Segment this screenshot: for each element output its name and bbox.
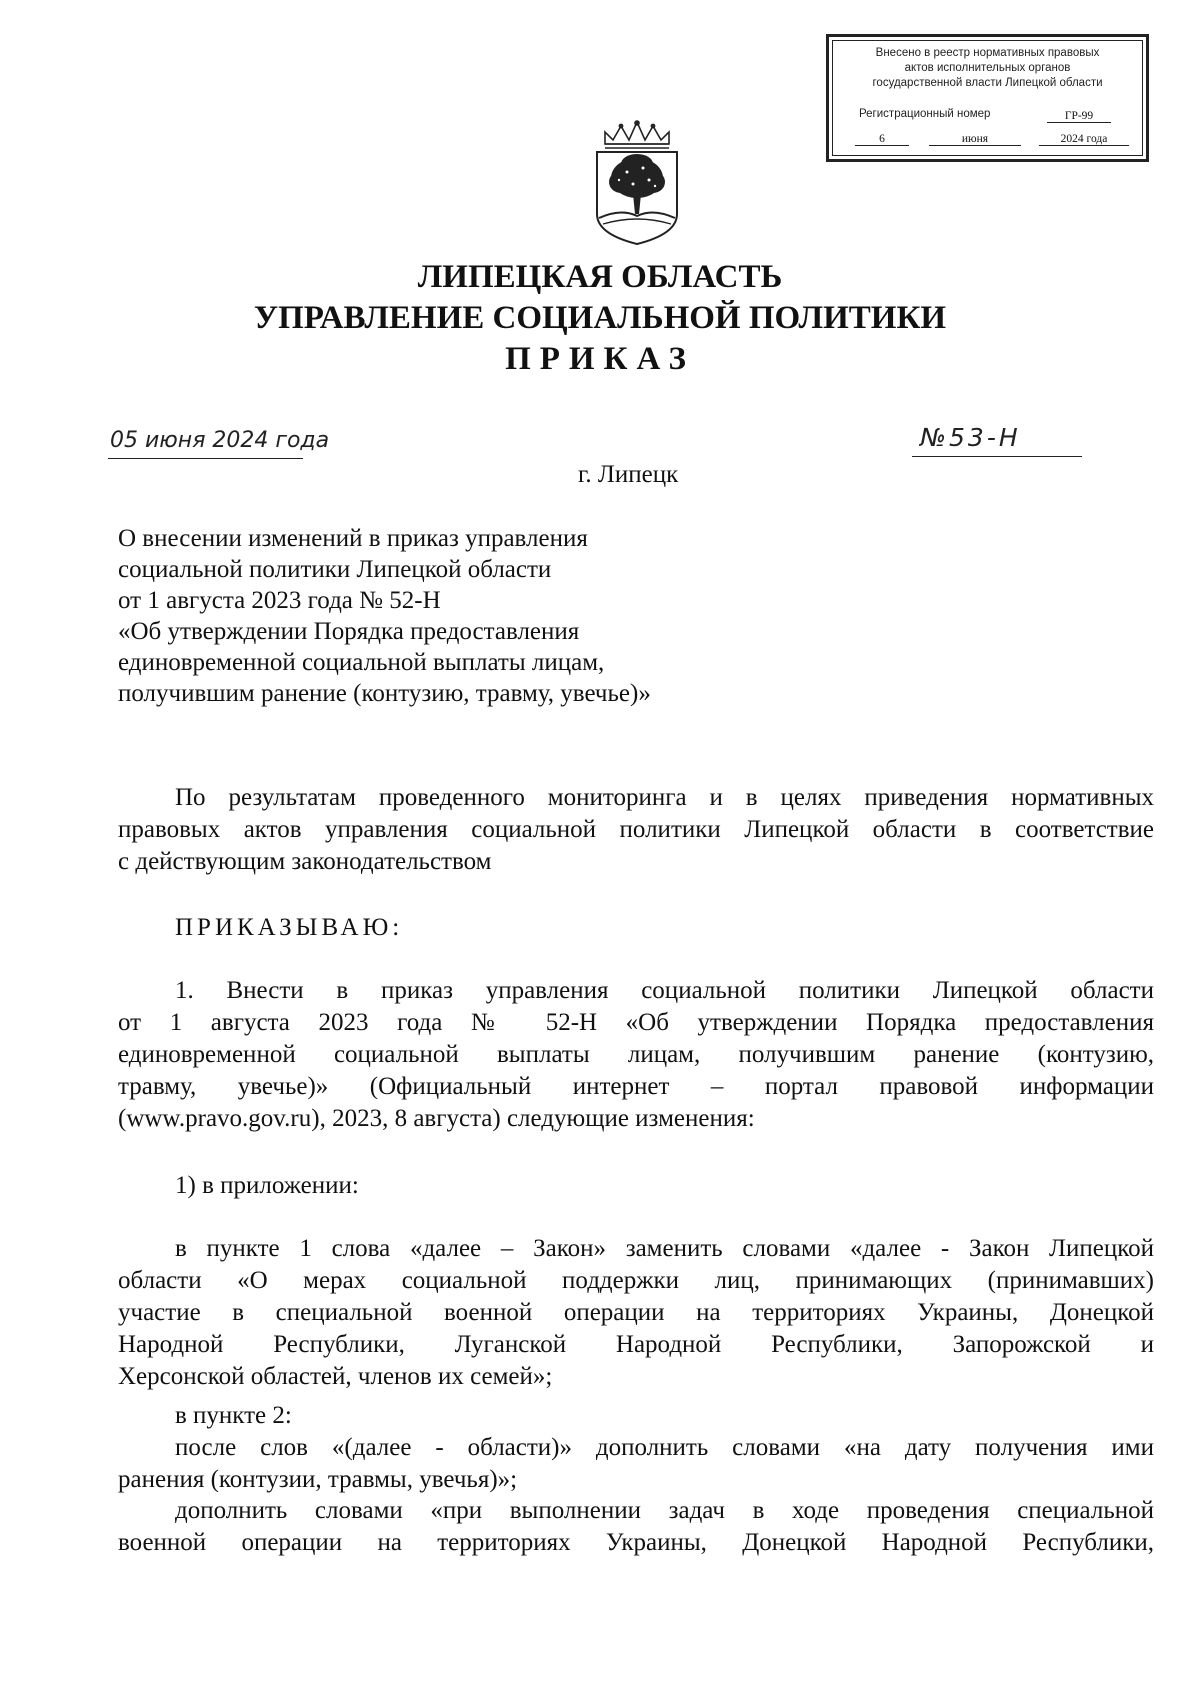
text-line: Херсонской областей, членов их семей»; — [118, 1363, 553, 1390]
after-words-paragraph — [118, 1432, 1154, 1496]
text-line: в пункте 2: — [175, 1402, 292, 1429]
lipetsk-coat-of-arms-icon — [591, 120, 683, 248]
text-line: травму, увечье)» (Официальный интернет – портал правовой информации — [118, 1073, 1154, 1100]
text-line: 1) в приложении: — [175, 1172, 359, 1199]
text-line: правовых актов управления социальной политики Липецкой области в соответствие — [118, 816, 1154, 843]
item-1-paragraph — [118, 975, 1154, 1135]
text-line: По результатам проведенного мониторинга и в целях приведения нормативных — [175, 784, 1154, 811]
subject-line: социальной политики Липецкой области — [118, 556, 552, 583]
stamp-reg-number: ГР-99 — [1047, 110, 1111, 123]
add-words-paragraph — [118, 1495, 1154, 1559]
text-line: от 1 августа 2023 года № 52-Н «Об утверждении Порядка предоставления — [118, 1009, 1154, 1036]
stamp-line: государственной власти Липецкой области — [872, 77, 1103, 89]
number-underline — [912, 456, 1082, 457]
preamble-paragraph — [118, 782, 1154, 878]
order-word: ПРИКАЗЫВАЮ: — [175, 914, 404, 941]
stamp-reg-label: Регистрационный номер — [859, 108, 991, 120]
text-line: военной операции на территориях Украины, Донецкой Народной Республики, — [118, 1529, 1154, 1556]
stamp-month: июня — [929, 133, 1021, 146]
document-type-title: ПРИКАЗ — [505, 341, 695, 377]
text-line: единовременной социальной выплаты лицам, получившим ранение (контузию, — [118, 1041, 1154, 1068]
text-line: (www.pravo.gov.ru), 2023, 8 августа) следующие изменения: — [118, 1105, 755, 1132]
stamp-day: 6 — [855, 133, 909, 146]
text-line: с действующим законодательством — [118, 848, 492, 875]
document-subject — [118, 523, 818, 709]
text-line: участие в специальной военной операции на территориях Украины, Донецкой — [118, 1299, 1154, 1326]
subject-line: О внесении изменений в приказ управления — [118, 525, 588, 552]
date-underline — [108, 458, 303, 459]
department-title: УПРАВЛЕНИЕ СОЦИАЛЬНОЙ ПОЛИТИКИ — [253, 300, 947, 336]
text-line: ранения (контузии, травмы, увечья)»; — [118, 1466, 518, 1493]
text-line: после слов «(далее - области)» дополнить словами «на дату получения ими — [175, 1434, 1154, 1461]
subject-line: «Об утверждении Порядка предоставления — [118, 618, 580, 645]
order-paragraph — [118, 912, 1154, 944]
registry-stamp — [826, 34, 1149, 162]
subject-line: от 1 августа 2023 года № 52-Н — [118, 587, 441, 614]
point-2-paragraph — [118, 1400, 1154, 1432]
text-line: дополнить словами «при выполнении задач в ходе проведения специальной — [175, 1497, 1154, 1524]
handwritten-date: 05 июня 2024 года — [110, 428, 330, 453]
text-line: Народной Республики, Луганской Народной Республики, Запорожской и — [118, 1331, 1154, 1358]
stamp-line: Внесено в реестр нормативных правовых — [875, 47, 1100, 59]
stamp-text — [837, 46, 1138, 91]
text-line: области «О мерах социальной поддержки лиц, принимающих (принимавших) — [118, 1267, 1154, 1294]
point-1-paragraph — [118, 1233, 1154, 1393]
stamp-line: актов исполнительных органов — [904, 62, 1071, 74]
stamp-year: 2024 года — [1039, 133, 1129, 146]
region-title: ЛИПЕЦКАЯ ОБЛАСТЬ — [417, 259, 783, 295]
subject-line: единовременной социальной выплаты лицам, — [118, 649, 605, 676]
subject-line: получившим ранение (контузию, травму, увечье)» — [118, 680, 651, 707]
text-line: в пункте 1 слова «далее – Закон» заменить словами «далее - Закон Липецкой — [175, 1235, 1154, 1262]
handwritten-number: №53-Н — [920, 423, 1021, 452]
city: г. Липецк — [578, 461, 679, 488]
annex-paragraph — [118, 1170, 1154, 1202]
text-line: 1. Внести в приказ управления социальной политики Липецкой области — [175, 977, 1154, 1004]
